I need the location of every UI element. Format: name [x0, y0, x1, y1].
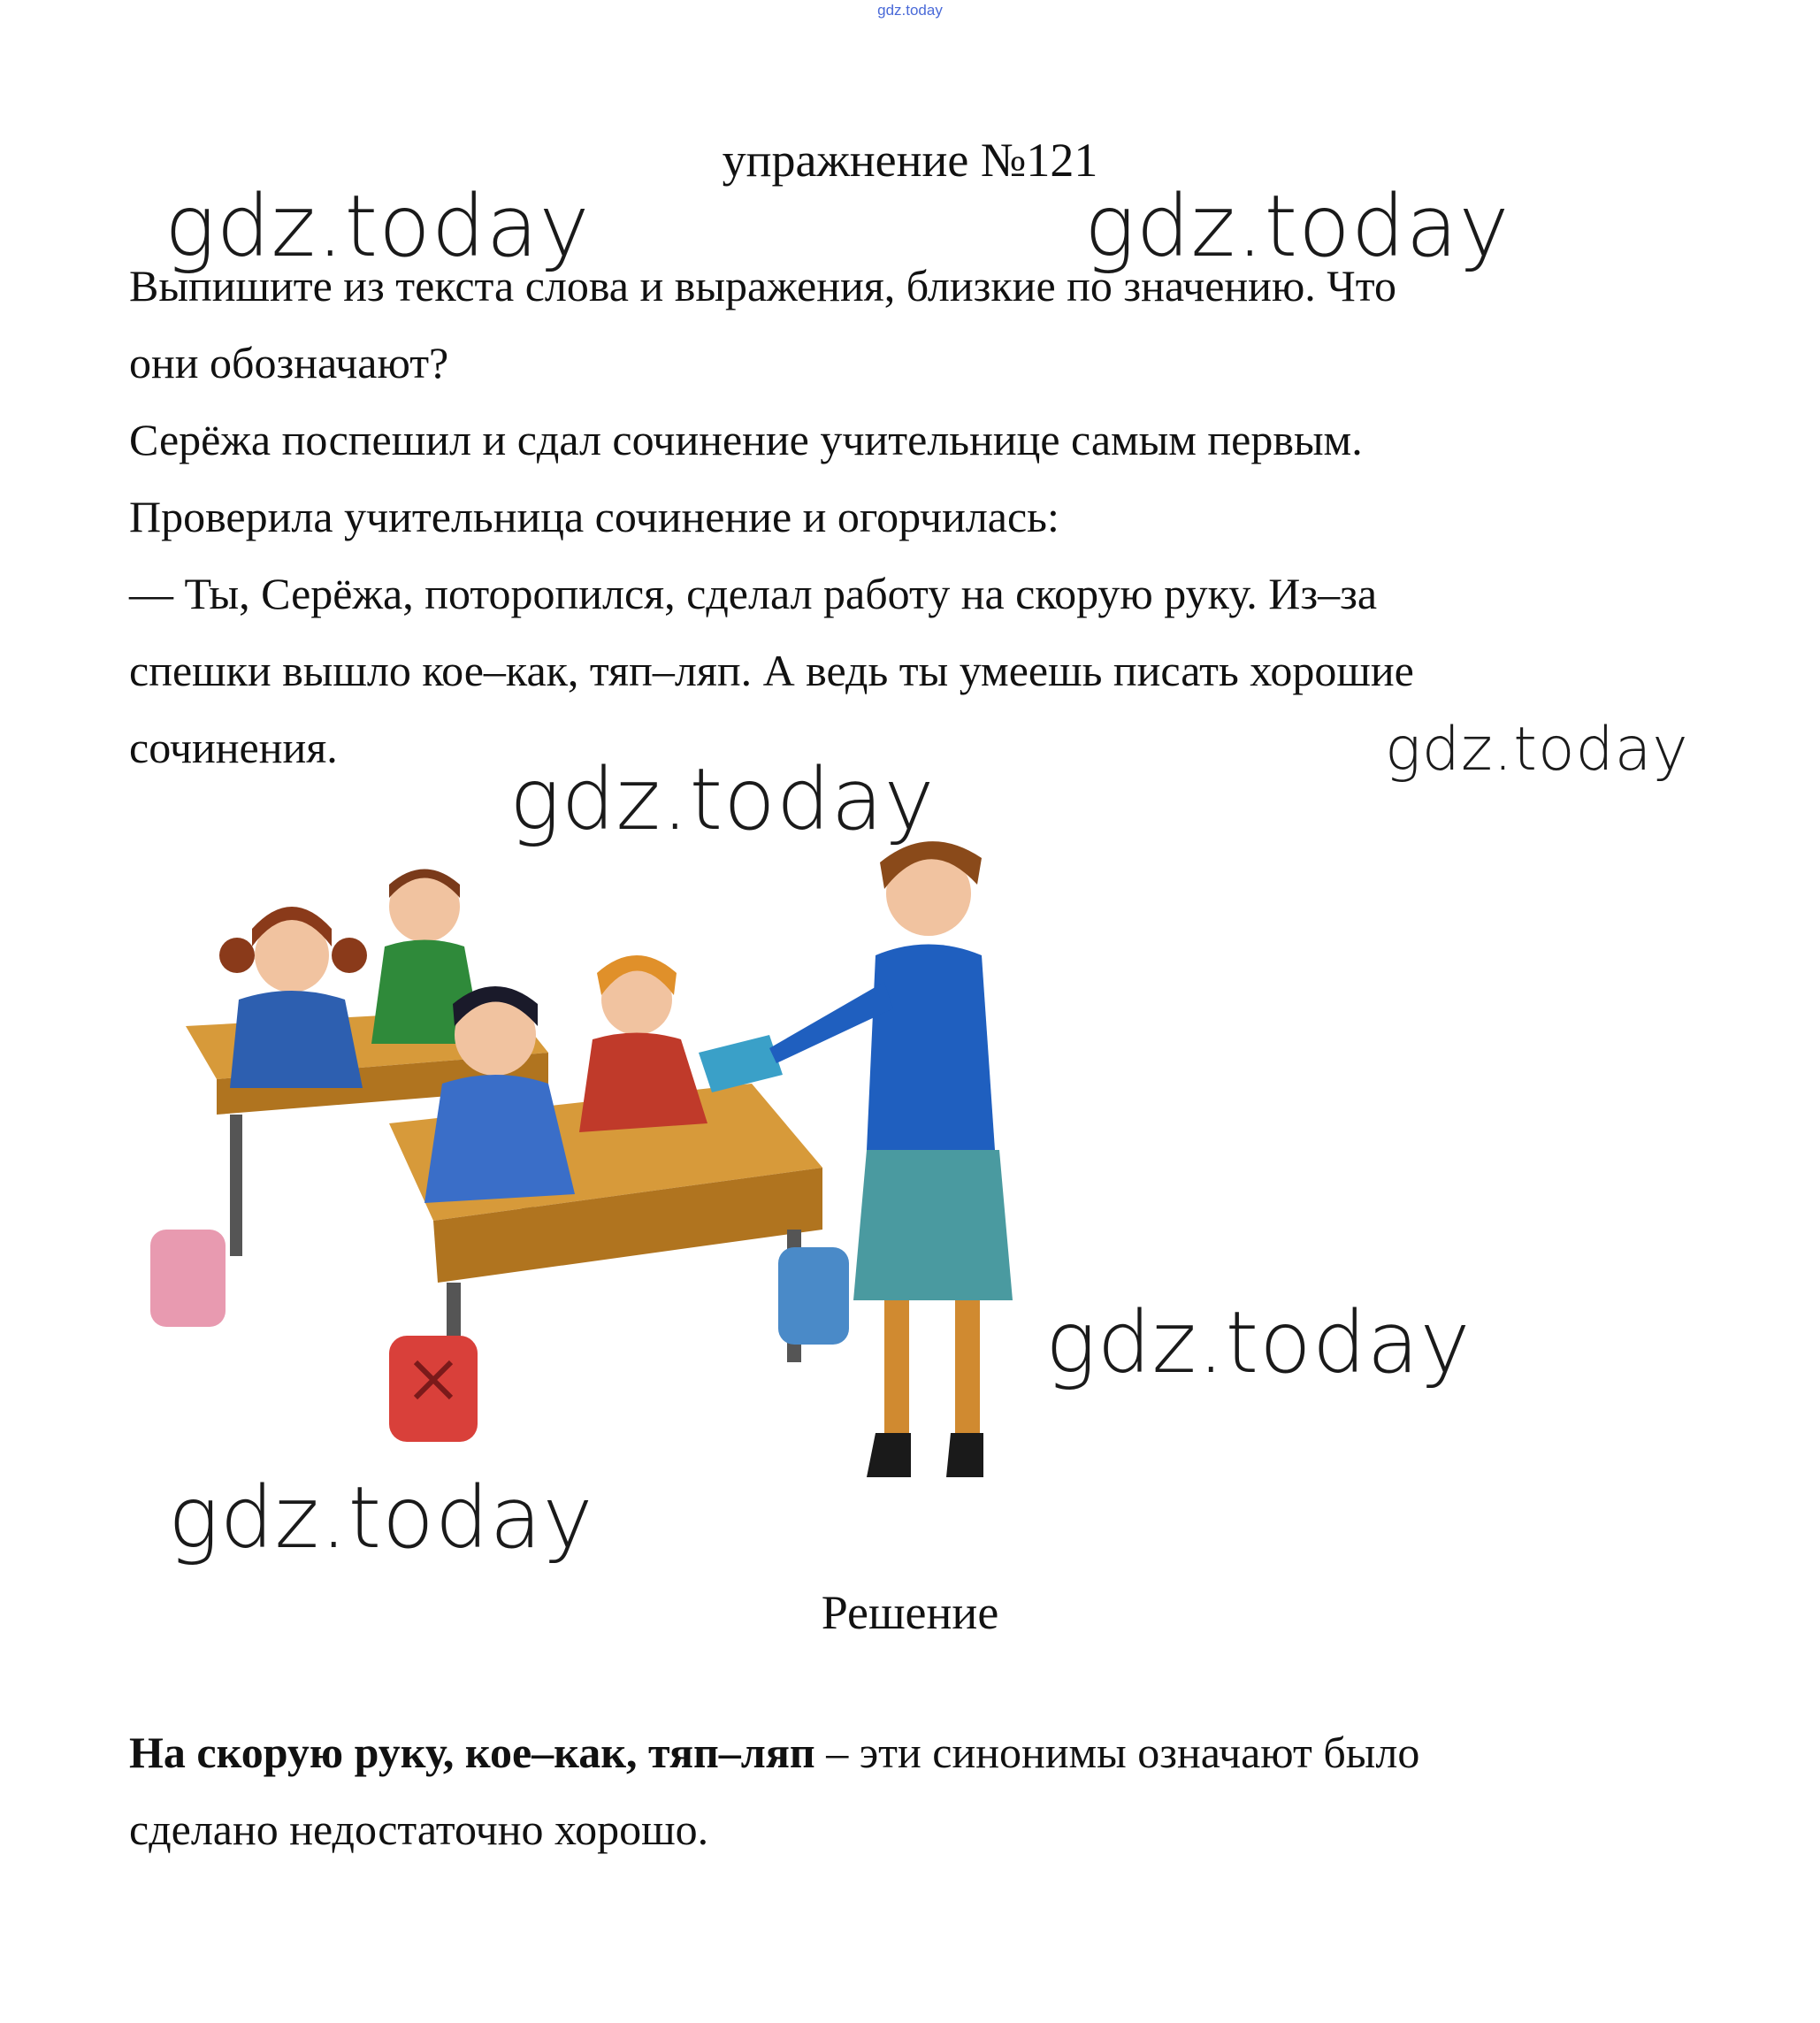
- watermark: gdz.today: [1084, 177, 1510, 276]
- girl-left: [219, 907, 367, 1088]
- exercise-title: упражнение №121: [722, 134, 1098, 187]
- answer-explanation: – эти синонимы означают было: [814, 1728, 1420, 1777]
- girl-right: [579, 955, 707, 1132]
- solution-answer: [129, 1714, 1703, 1868]
- task-line: Серёжа поспешил и сдал сочинение учительнице самым первым.: [129, 415, 1363, 464]
- exercise-task: [129, 248, 1703, 786]
- watermark: gdz.today: [168, 1468, 594, 1567]
- solution-heading: Решение: [821, 1586, 999, 1639]
- backpack-red: [389, 1336, 478, 1442]
- task-line: Проверила учительница сочинение и огорчилась:: [129, 492, 1059, 541]
- task-line: они обозначают?: [129, 338, 449, 387]
- backpack-pink: [150, 1230, 226, 1327]
- notebook: [699, 1035, 783, 1092]
- classroom-illustration: [133, 823, 1105, 1495]
- task-line: спешки вышло кое–как, тяп–ляп. А ведь ты умеешь писать хорошие: [129, 646, 1414, 695]
- watermark: gdz.today: [164, 177, 591, 276]
- answer-synonyms: На скорую руку, кое–как, тяп–ляп: [129, 1728, 815, 1777]
- watermark: gdz.today: [1385, 715, 1689, 785]
- watermark: gdz.today: [1045, 1293, 1472, 1392]
- answer-line: [129, 1714, 1703, 1791]
- answer-line: сделано недостаточно хорошо.: [129, 1805, 709, 1854]
- backpack-blue: [778, 1247, 849, 1345]
- site-mark[interactable]: gdz.today: [877, 2, 943, 19]
- task-line: Выпишите из текста слова и выражения, близкие по значению. Что: [129, 261, 1396, 310]
- task-line: сочинения.: [129, 723, 338, 772]
- task-line: — Ты, Серёжа, поторопился, сделал работу на скорую руку. Из–за: [129, 569, 1378, 618]
- watermark: gdz.today: [509, 750, 936, 849]
